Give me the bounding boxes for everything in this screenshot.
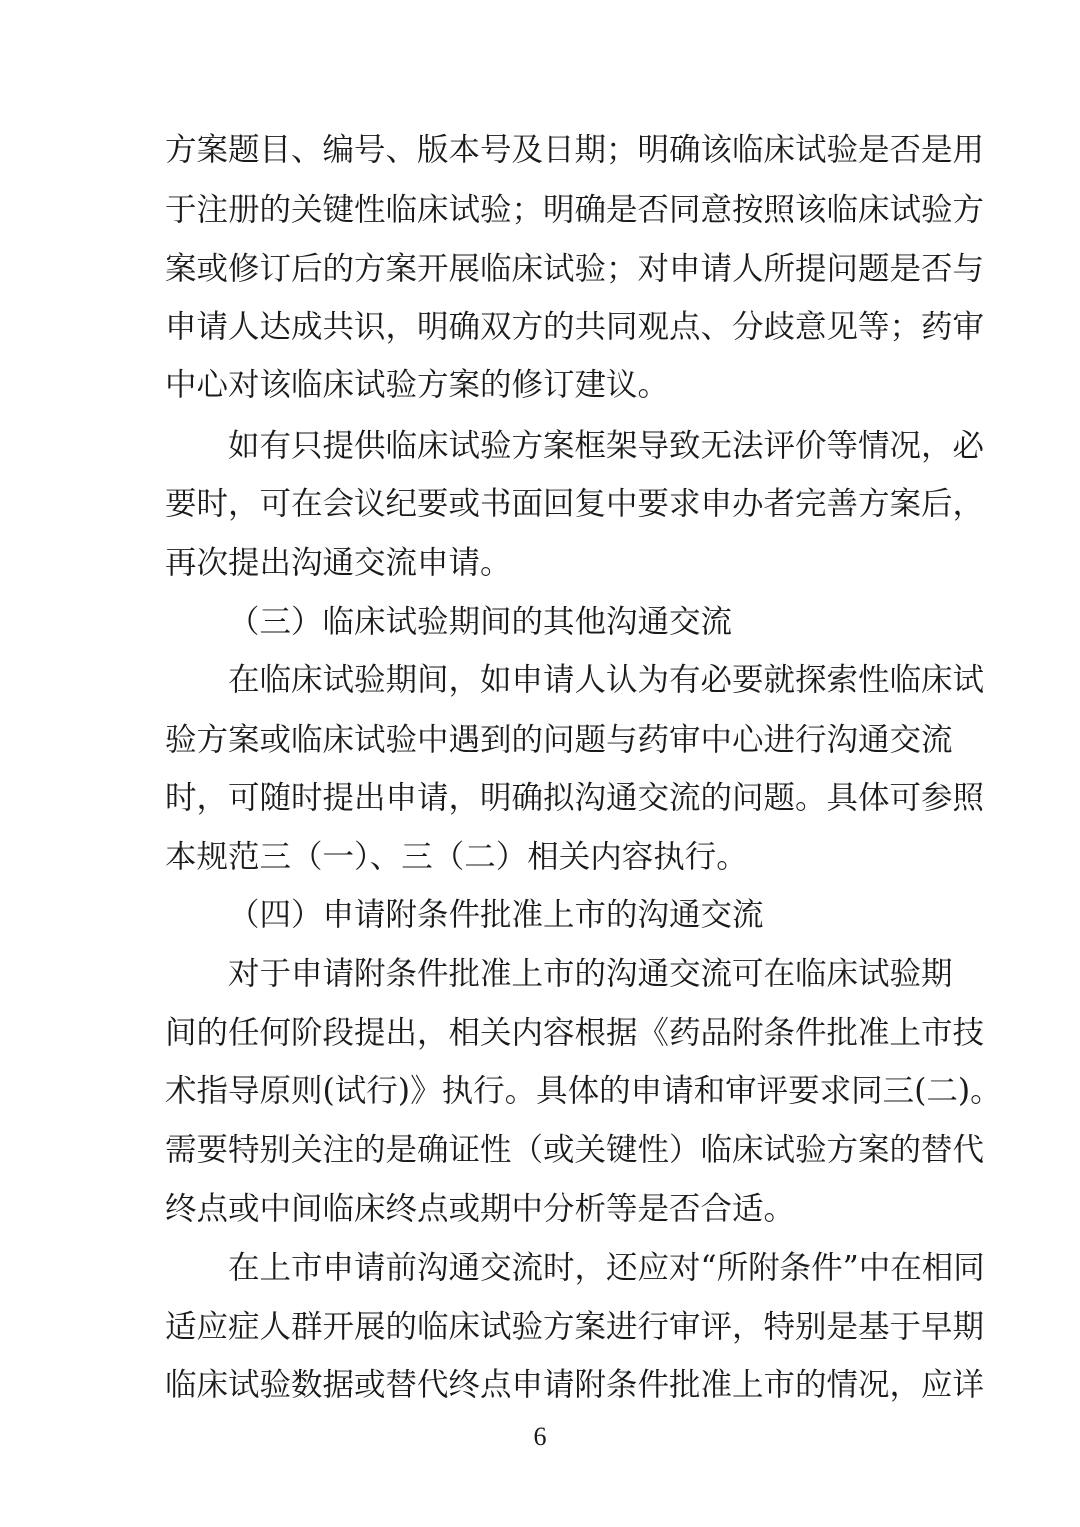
- body-text-line: 终点或中间临床终点或期中分析等是否合适。: [165, 1191, 796, 1227]
- body-text-line: 案或修订后的方案开展临床试验；对申请人所提问题是否与: [165, 251, 985, 287]
- body-text-line: 在上市申请前沟通交流时，还应对“所附条件”中在相同: [228, 1250, 985, 1286]
- section-heading: （三）临床试验期间的其他沟通交流: [228, 604, 733, 640]
- body-text-line: 本规范三（一）、三（二）相关内容执行。: [165, 839, 748, 875]
- body-text-line: 申请人达成共识，明确双方的共同观点、分歧意见等；药审: [165, 309, 985, 345]
- body-text-line: 中心对该临床试验方案的修订建议。: [165, 367, 670, 403]
- body-text-line: 对于申请附条件批准上市的沟通交流可在临床试验期: [228, 956, 953, 992]
- body-text-line: 再次提出沟通交流申请。: [165, 545, 512, 581]
- body-text-line: 时，可随时提出申请，明确拟沟通交流的问题。具体可参照: [165, 780, 985, 816]
- body-text-line: 术指导原则(试行)》执行。具体的申请和审评要求同三(二)。: [165, 1073, 1002, 1109]
- body-text-line: 要时，可在会议纪要或书面回复中要求申办者完善方案后，: [165, 486, 985, 522]
- body-text-line: 间的任何阶段提出，相关内容根据《药品附条件批准上市技: [165, 1015, 985, 1051]
- body-text-line: 临床试验数据或替代终点申请附条件批准上市的情况，应详: [165, 1367, 985, 1403]
- body-text-line: 适应症人群开展的临床试验方案进行审评，特别是基于早期: [165, 1309, 985, 1345]
- section-heading: （四）申请附条件批准上市的沟通交流: [228, 897, 764, 933]
- body-text-line: 验方案或临床试验中遇到的问题与药审中心进行沟通交流: [165, 722, 953, 758]
- body-text-line: 需要特别关注的是确证性（或关键性）临床试验方案的替代: [165, 1132, 985, 1168]
- page-number: 6: [533, 1422, 547, 1451]
- body-text-line: 于注册的关键性临床试验；明确是否同意按照该临床试验方: [165, 192, 985, 228]
- body-text-line: 在临床试验期间，如申请人认为有必要就探索性临床试: [228, 662, 985, 698]
- body-text-line: 方案题目、编号、版本号及日期；明确该临床试验是否是用: [165, 132, 985, 168]
- body-text-line: 如有只提供临床试验方案框架导致无法评价等情况，必: [228, 428, 985, 464]
